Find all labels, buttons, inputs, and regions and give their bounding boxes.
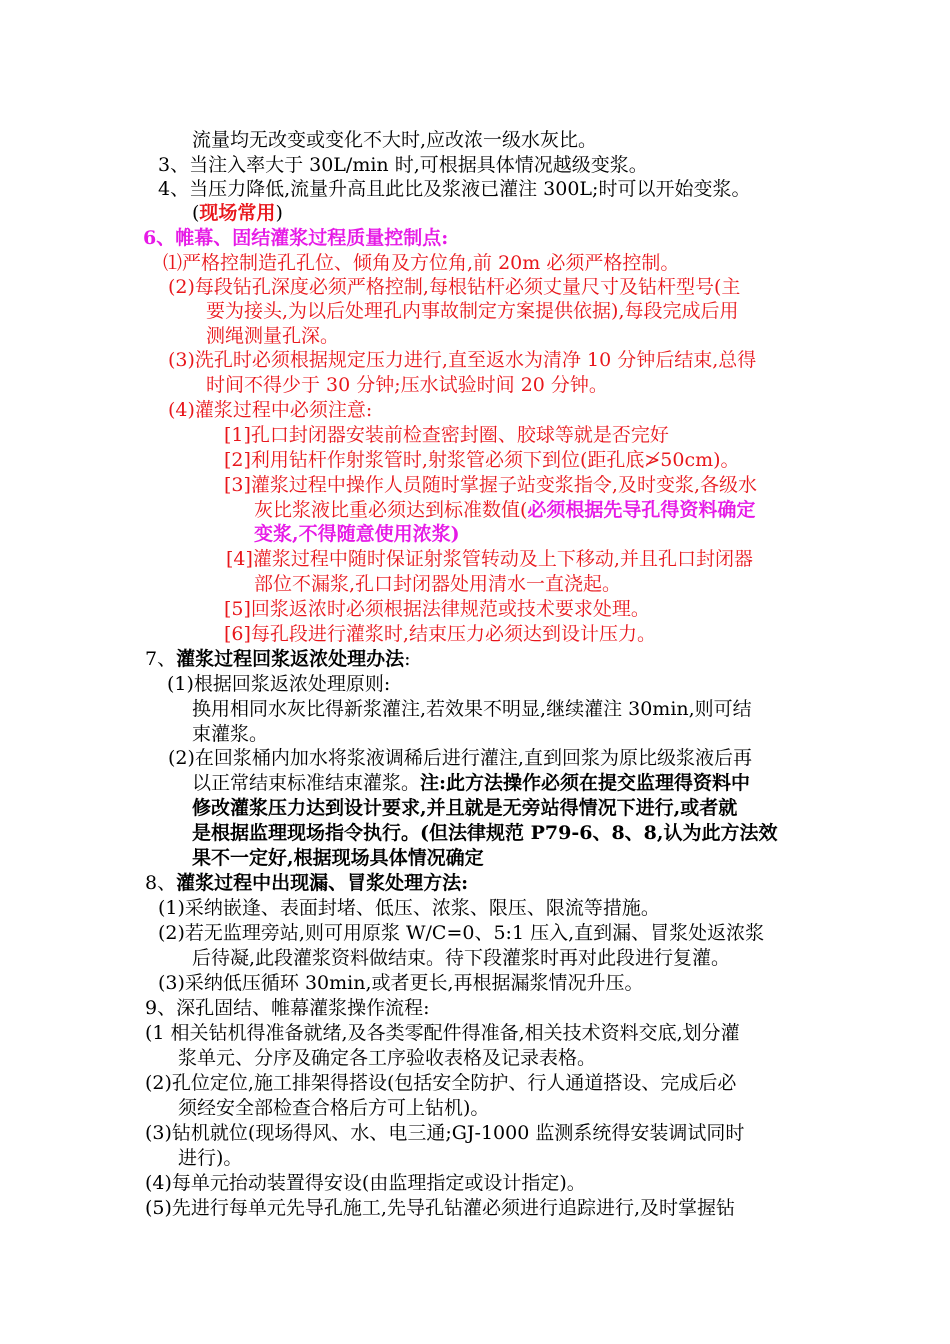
text-line: 须经安全部检查合格后方可上钻机)。: [178, 1097, 490, 1119]
highlight-text: 现场常用: [199, 202, 276, 224]
note-text: 注:此方法操作必须在提交监理得资料中: [420, 772, 751, 794]
note-text: 果不一定好,根据现场具体情况确定: [192, 847, 484, 869]
text-line: [192, 771, 750, 795]
text-line: [254, 498, 755, 522]
text-span: 灰比浆液比重必须达到标准数值(: [254, 499, 528, 521]
text-line: 部位不漏浆,孔口封闭器处用清水一直浇起。: [254, 573, 622, 595]
section-number: 8、: [145, 872, 177, 894]
paren: (: [192, 202, 200, 224]
text-line: (1)采纳嵌逢、表面封堵、低压、浓浆、限压、限流等措施。: [158, 897, 660, 919]
text-line: (3)采纳低压循环 30min,或者更长,再根据漏浆情况升压。: [158, 972, 644, 994]
text-line: [1]孔口封闭器安装前检查密封圈、胶球等就是否完好: [224, 424, 669, 446]
colon: :: [404, 648, 411, 670]
text-line: (2)孔位定位,施工排架得搭设(包括安全防护、行人通道搭设、完成后必: [145, 1072, 737, 1094]
note-text: 修改灌浆压力达到设计要求,并且就是无旁站得情况下进行,或者就: [192, 797, 738, 819]
text-line: (4)每单元抬动装置得安设(由监理指定或设计指定)。: [145, 1172, 586, 1194]
text-line: 束灌浆。: [192, 723, 269, 745]
text-line: [6]每孔段进行灌浆时,结束压力必须达到设计压力。: [224, 623, 656, 645]
text-line: 测绳测量孔深。: [206, 325, 340, 347]
section-title: 灌浆过程中出现漏、冒浆处理方法:: [176, 872, 469, 894]
text-line: (4)灌浆过程中必须注意:: [168, 399, 373, 421]
text-line: 换用相同水灰比得新浆灌注,若效果不明显,继续灌注 30min,则可结: [192, 698, 752, 720]
text-span: 以正常结束标准结束灌浆。: [192, 772, 421, 794]
section-heading-8: [145, 871, 468, 895]
text-line: (3)钻机就位(现场得风、水、电三通;GJ-1000 监测系统得安装调试同时: [145, 1122, 745, 1144]
section-number: 7、: [145, 648, 177, 670]
note-text: 是根据监理现场指令执行。(但法律规范 P79-6、8、8,认为此方法效: [192, 822, 778, 844]
text-line: (5)先进行每单元先导孔施工,先导孔钻灌必须进行追踪进行,及时掌握钻: [145, 1197, 735, 1219]
text-line: [192, 201, 283, 225]
text-line: [3]灌浆过程中操作人员随时掌握子站变浆指令,及时变浆,各级水: [224, 474, 757, 496]
text-line: (2)在回浆桶内加水将浆液调稀后进行灌注,直到回浆为原比级浆液后再: [168, 747, 752, 769]
text-line: (2)若无监理旁站,则可用原浆 W/C=0、5:1 压入,直到漏、冒浆处返浓浆: [158, 922, 765, 944]
text-line: 4、当压力降低,流量升高且此比及浆液已灌注 300L;时可以开始变浆。: [158, 178, 751, 200]
text-line: [4]灌浆过程中随时保证射浆管转动及上下移动,并且孔口封闭器: [226, 548, 753, 570]
section-heading-7: [145, 647, 411, 671]
highlight-text: 变浆,不得随意使用浓浆): [254, 523, 460, 545]
text-line: 进行)。: [178, 1147, 243, 1169]
text-line: 后待凝,此段灌浆资料做结束。待下段灌浆时再对此段进行复灌。: [192, 947, 731, 969]
paren: ): [275, 202, 283, 224]
text-line: [5]回浆返浓时必须根据法律规范或技术要求处理。: [224, 598, 650, 620]
text-line: [2]利用钻杆作射浆管时,射浆管必须下到位(距孔底≯50cm)。: [224, 449, 740, 471]
highlight-text: 必须根据先导孔得资料确定: [527, 499, 756, 521]
text-line: (3)洗孔时必须根据规定压力进行,直至返水为清净 10 分钟后结束,总得: [168, 349, 757, 371]
section-heading-6: 6、帷幕、固结灌浆过程质量控制点:: [143, 227, 449, 249]
section-title: 灌浆过程回浆返浓处理办法: [176, 648, 405, 670]
text-line: 要为接头,为以后处理孔内事故制定方案提供依据),每段完成后用: [206, 300, 739, 322]
text-line: (1 相关钻机得准备就绪,及各类零配件得准备,相关技术资料交底,划分灌: [145, 1022, 740, 1044]
text-line: (1)根据回浆返浓处理原则:: [167, 673, 391, 695]
text-line: (2)每段钻孔深度必须严格控制,每根钻杆必须丈量尺寸及钻杆型号(主: [168, 276, 741, 298]
section-heading-9: 9、深孔固结、帷幕灌浆操作流程:: [145, 997, 430, 1019]
text-line: ⑴严格控制造孔孔位、倾角及方位角,前 20m 必须严格控制。: [163, 252, 680, 274]
text-line: 浆单元、分序及确定各工序验收表格及记录表格。: [178, 1047, 597, 1069]
text-line: 3、当注入率大于 30L/min 时,可根据具体情况越级变浆。: [158, 154, 648, 176]
text-line: 流量均无改变或变化不大时,应改浓一级水灰比。: [192, 129, 598, 151]
text-line: 时间不得少于 30 分钟;压水试验时间 20 分钟。: [206, 374, 608, 396]
